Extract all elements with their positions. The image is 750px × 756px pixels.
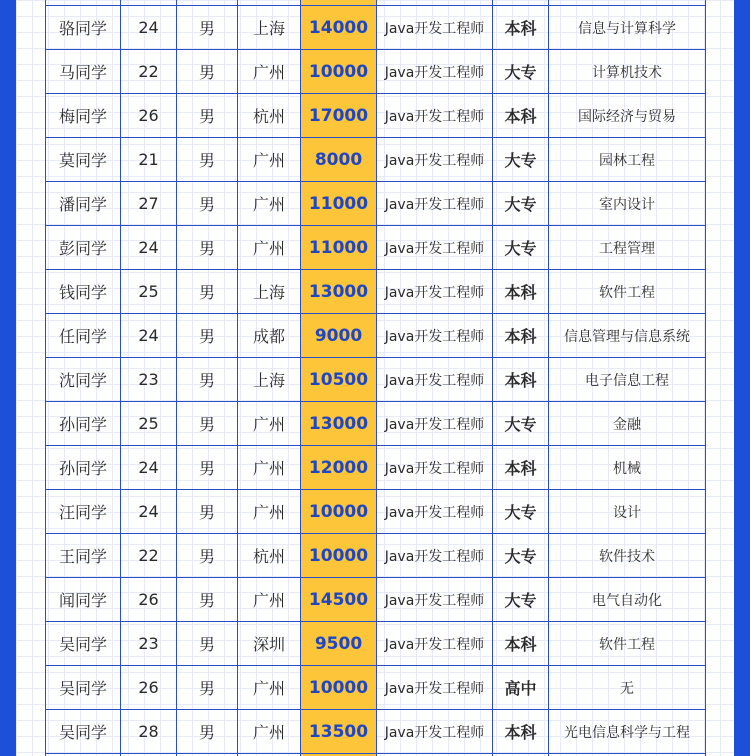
major-cell: 电气自动化 (549, 578, 706, 622)
name-cell: 孙同学 (46, 446, 121, 490)
table-row (46, 50, 706, 94)
city-cell: 成都 (238, 314, 301, 358)
salary-cell: 9500 (301, 622, 377, 666)
salary-cell: 10000 (301, 666, 377, 710)
major-cell: 软件工程 (549, 270, 706, 314)
degree-cell: 本科 (493, 94, 549, 138)
name-cell: 王同学 (46, 534, 121, 578)
degree-cell: 本科 (493, 710, 549, 754)
degree-cell: 大专 (493, 50, 549, 94)
degree-cell: 本科 (493, 622, 549, 666)
major-cell: 计算机技术 (549, 50, 706, 94)
gender-cell: 男 (177, 578, 238, 622)
major-cell: 室内设计 (549, 182, 706, 226)
gender-cell: 男 (177, 622, 238, 666)
salary-cell: 11000 (301, 226, 377, 270)
age-cell: 27 (121, 182, 177, 226)
salary-cell: 10000 (301, 50, 377, 94)
table-row (46, 6, 706, 50)
name-cell: 沈同学 (46, 358, 121, 402)
position-cell: Java开发工程师 (377, 534, 493, 578)
gender-cell: 男 (177, 314, 238, 358)
degree-cell: 本科 (493, 314, 549, 358)
age-cell: 26 (121, 666, 177, 710)
city-cell: 广州 (238, 226, 301, 270)
gender-cell: 男 (177, 490, 238, 534)
page-frame (16, 0, 734, 756)
name-cell: 莫同学 (46, 138, 121, 182)
position-cell: Java开发工程师 (377, 490, 493, 534)
position-cell: Java开发工程师 (377, 710, 493, 754)
city-cell: 杭州 (238, 94, 301, 138)
major-cell: 国际经济与贸易 (549, 94, 706, 138)
city-cell: 深圳 (238, 622, 301, 666)
degree-cell: 大专 (493, 578, 549, 622)
city-cell: 上海 (238, 6, 301, 50)
position-cell: Java开发工程师 (377, 270, 493, 314)
name-cell: 马同学 (46, 50, 121, 94)
position-cell: Java开发工程师 (377, 226, 493, 270)
position-cell: Java开发工程师 (377, 402, 493, 446)
name-cell: 吴同学 (46, 710, 121, 754)
degree-cell: 大专 (493, 534, 549, 578)
table-row (46, 534, 706, 578)
age-cell: 25 (121, 270, 177, 314)
age-cell: 21 (121, 138, 177, 182)
city-cell: 广州 (238, 182, 301, 226)
city-cell: 广州 (238, 402, 301, 446)
table-row (46, 314, 706, 358)
age-cell: 28 (121, 710, 177, 754)
name-cell: 吴同学 (46, 666, 121, 710)
degree-cell: 本科 (493, 358, 549, 402)
age-cell: 23 (121, 358, 177, 402)
table-body (46, 0, 706, 756)
salary-cell: 10000 (301, 534, 377, 578)
salary-cell: 13000 (301, 270, 377, 314)
position-cell: Java开发工程师 (377, 578, 493, 622)
salary-cell: 10500 (301, 358, 377, 402)
degree-cell: 本科 (493, 6, 549, 50)
major-cell: 软件工程 (549, 622, 706, 666)
gender-cell: 男 (177, 94, 238, 138)
table-row (46, 490, 706, 534)
position-cell: Java开发工程师 (377, 50, 493, 94)
name-cell: 骆同学 (46, 6, 121, 50)
position-cell: Java开发工程师 (377, 622, 493, 666)
position-cell: Java开发工程师 (377, 446, 493, 490)
name-cell: 梅同学 (46, 94, 121, 138)
table-row (46, 622, 706, 666)
salary-cell: 12000 (301, 446, 377, 490)
degree-cell: 本科 (493, 270, 549, 314)
position-cell: Java开发工程师 (377, 6, 493, 50)
name-cell: 孙同学 (46, 402, 121, 446)
position-cell: Java开发工程师 (377, 138, 493, 182)
city-cell: 广州 (238, 446, 301, 490)
position-cell: Java开发工程师 (377, 666, 493, 710)
gender-cell: 男 (177, 138, 238, 182)
gender-cell: 男 (177, 666, 238, 710)
table-row (46, 182, 706, 226)
city-cell: 广州 (238, 710, 301, 754)
name-cell: 闻同学 (46, 578, 121, 622)
salary-cell: 17000 (301, 94, 377, 138)
major-cell: 信息与计算科学 (549, 6, 706, 50)
city-cell: 广州 (238, 666, 301, 710)
salary-cell: 13000 (301, 402, 377, 446)
salary-table (45, 0, 706, 756)
major-cell: 电子信息工程 (549, 358, 706, 402)
major-cell: 信息管理与信息系统 (549, 314, 706, 358)
city-cell: 广州 (238, 490, 301, 534)
name-cell: 钱同学 (46, 270, 121, 314)
salary-cell: 10000 (301, 490, 377, 534)
city-cell: 杭州 (238, 534, 301, 578)
city-cell: 广州 (238, 578, 301, 622)
age-cell: 22 (121, 50, 177, 94)
degree-cell: 本科 (493, 446, 549, 490)
gender-cell: 男 (177, 182, 238, 226)
salary-cell: 11000 (301, 182, 377, 226)
major-cell: 软件技术 (549, 534, 706, 578)
gender-cell: 男 (177, 402, 238, 446)
table-row (46, 270, 706, 314)
major-cell: 园林工程 (549, 138, 706, 182)
table-row (46, 446, 706, 490)
city-cell: 上海 (238, 358, 301, 402)
major-cell: 工程管理 (549, 226, 706, 270)
degree-cell: 大专 (493, 490, 549, 534)
age-cell: 24 (121, 226, 177, 270)
table-row (46, 578, 706, 622)
city-cell: 上海 (238, 270, 301, 314)
table-row (46, 94, 706, 138)
salary-cell: 14500 (301, 578, 377, 622)
name-cell: 任同学 (46, 314, 121, 358)
age-cell: 25 (121, 402, 177, 446)
name-cell: 吴同学 (46, 622, 121, 666)
gender-cell: 男 (177, 534, 238, 578)
gender-cell: 男 (177, 50, 238, 94)
age-cell: 24 (121, 6, 177, 50)
name-cell: 潘同学 (46, 182, 121, 226)
degree-cell: 大专 (493, 226, 549, 270)
age-cell: 26 (121, 94, 177, 138)
table-row (46, 358, 706, 402)
name-cell: 汪同学 (46, 490, 121, 534)
gender-cell: 男 (177, 270, 238, 314)
table-row (46, 666, 706, 710)
major-cell: 金融 (549, 402, 706, 446)
age-cell: 22 (121, 534, 177, 578)
gender-cell: 男 (177, 358, 238, 402)
position-cell: Java开发工程师 (377, 314, 493, 358)
name-cell: 彭同学 (46, 226, 121, 270)
gender-cell: 男 (177, 6, 238, 50)
age-cell: 24 (121, 314, 177, 358)
salary-cell: 14000 (301, 6, 377, 50)
table-row (46, 710, 706, 754)
major-cell: 光电信息科学与工程 (549, 710, 706, 754)
age-cell: 26 (121, 578, 177, 622)
age-cell: 24 (121, 446, 177, 490)
salary-cell: 13500 (301, 710, 377, 754)
major-cell: 设计 (549, 490, 706, 534)
gender-cell: 男 (177, 226, 238, 270)
age-cell: 23 (121, 622, 177, 666)
salary-cell: 9000 (301, 314, 377, 358)
major-cell: 无 (549, 666, 706, 710)
gender-cell: 男 (177, 710, 238, 754)
degree-cell: 高中 (493, 666, 549, 710)
table-row (46, 226, 706, 270)
position-cell: Java开发工程师 (377, 358, 493, 402)
position-cell: Java开发工程师 (377, 94, 493, 138)
city-cell: 广州 (238, 50, 301, 94)
major-cell: 机械 (549, 446, 706, 490)
degree-cell: 大专 (493, 138, 549, 182)
position-cell: Java开发工程师 (377, 182, 493, 226)
table-row (46, 138, 706, 182)
degree-cell: 大专 (493, 182, 549, 226)
degree-cell: 大专 (493, 402, 549, 446)
salary-cell: 8000 (301, 138, 377, 182)
table-row (46, 402, 706, 446)
gender-cell: 男 (177, 446, 238, 490)
city-cell: 广州 (238, 138, 301, 182)
age-cell: 24 (121, 490, 177, 534)
